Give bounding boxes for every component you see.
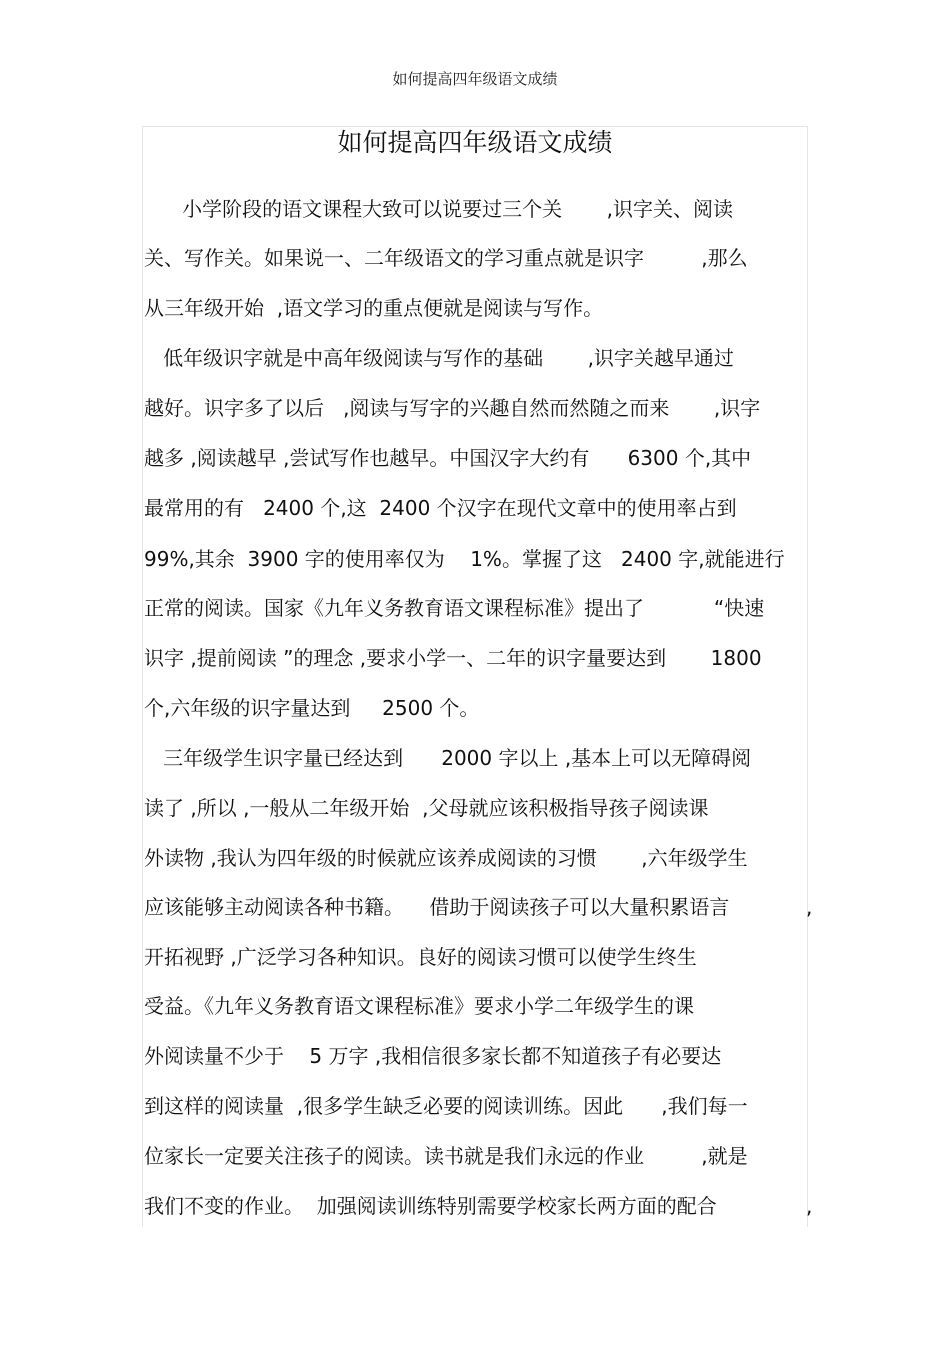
body-line: 个,六年级的识字量达到 2500 个。 (144, 696, 480, 720)
body-line: 外阅读量不少于 5 万字 ,我相信很多家长都不知道孩子有必要达 (144, 1044, 722, 1068)
body-line: 识字 ,提前阅读 ”的理念 ,要求小学一、二年的识字量要达到 1800 (144, 646, 762, 670)
trailing-comma: , (806, 895, 813, 919)
body-line: 低年级识字就是中高年级阅读与写作的基础 ,识字关越早通过 (144, 346, 734, 370)
document-title: 如何提高四年级语文成绩 (337, 128, 613, 157)
body-line: 开拓视野 ,广泛学习各种知识。良好的阅读习惯可以使学生终生 (144, 945, 697, 969)
body-line: 读了 ,所以 ,一般从二年级开始 ,父母就应该积极指导孩子阅读课 (144, 796, 709, 820)
body-line: 位家长一定要关注孩子的阅读。读书就是我们永远的作业 ,就是 (144, 1144, 748, 1168)
body-line: 最常用的有 2400 个,这 2400 个汉字在现代文章中的使用率占到 (144, 496, 737, 520)
body-line: 越好。识字多了以后 ,阅读与写字的兴趣自然而然随之而来 ,识字 (144, 396, 761, 420)
body-line: 99%,其余 3900 字的使用率仅为 1%。掌握了这 2400 字,就能进行 (144, 547, 785, 571)
body-line: 受益。《九年义务教育语文课程标准》要求小学二年级学生的课 (144, 994, 694, 1018)
body-line: 到这样的阅读量 ,很多学生缺乏必要的阅读训练。因此 ,我们每一 (144, 1094, 748, 1118)
body-line: 我们不变的作业。 加强阅读训练特别需要学校家长两方面的配合 (144, 1194, 717, 1218)
body-line: 应该能够主动阅读各种书籍。 借助于阅读孩子可以大量积累语言 (144, 895, 730, 919)
body-line: 越多 ,阅读越早 ,尝试写作也越早。中国汉字大约有 6300 个,其中 (144, 446, 752, 470)
body-line: 小学阶段的语文课程大致可以说要过三个关 ,识字关、阅读 (144, 197, 734, 221)
trailing-comma: , (806, 1194, 813, 1218)
body-line: 外读物 ,我认为四年级的时候就应该养成阅读的习惯 ,六年级学生 (144, 846, 748, 870)
body-line: 正常的阅读。国家《九年义务教育语文课程标准》提出了 “快速 (144, 596, 765, 620)
body-line: 从三年级开始 ,语文学习的重点便就是阅读与写作。 (144, 296, 604, 320)
body-line: 三年级学生识字量已经达到 2000 字以上 ,基本上可以无障碍阅 (144, 746, 752, 770)
running-header: 如何提高四年级语文成绩 (392, 70, 558, 88)
body-line: 关、写作关。如果说一、二年级语文的学习重点就是识字 ,那么 (144, 246, 748, 270)
